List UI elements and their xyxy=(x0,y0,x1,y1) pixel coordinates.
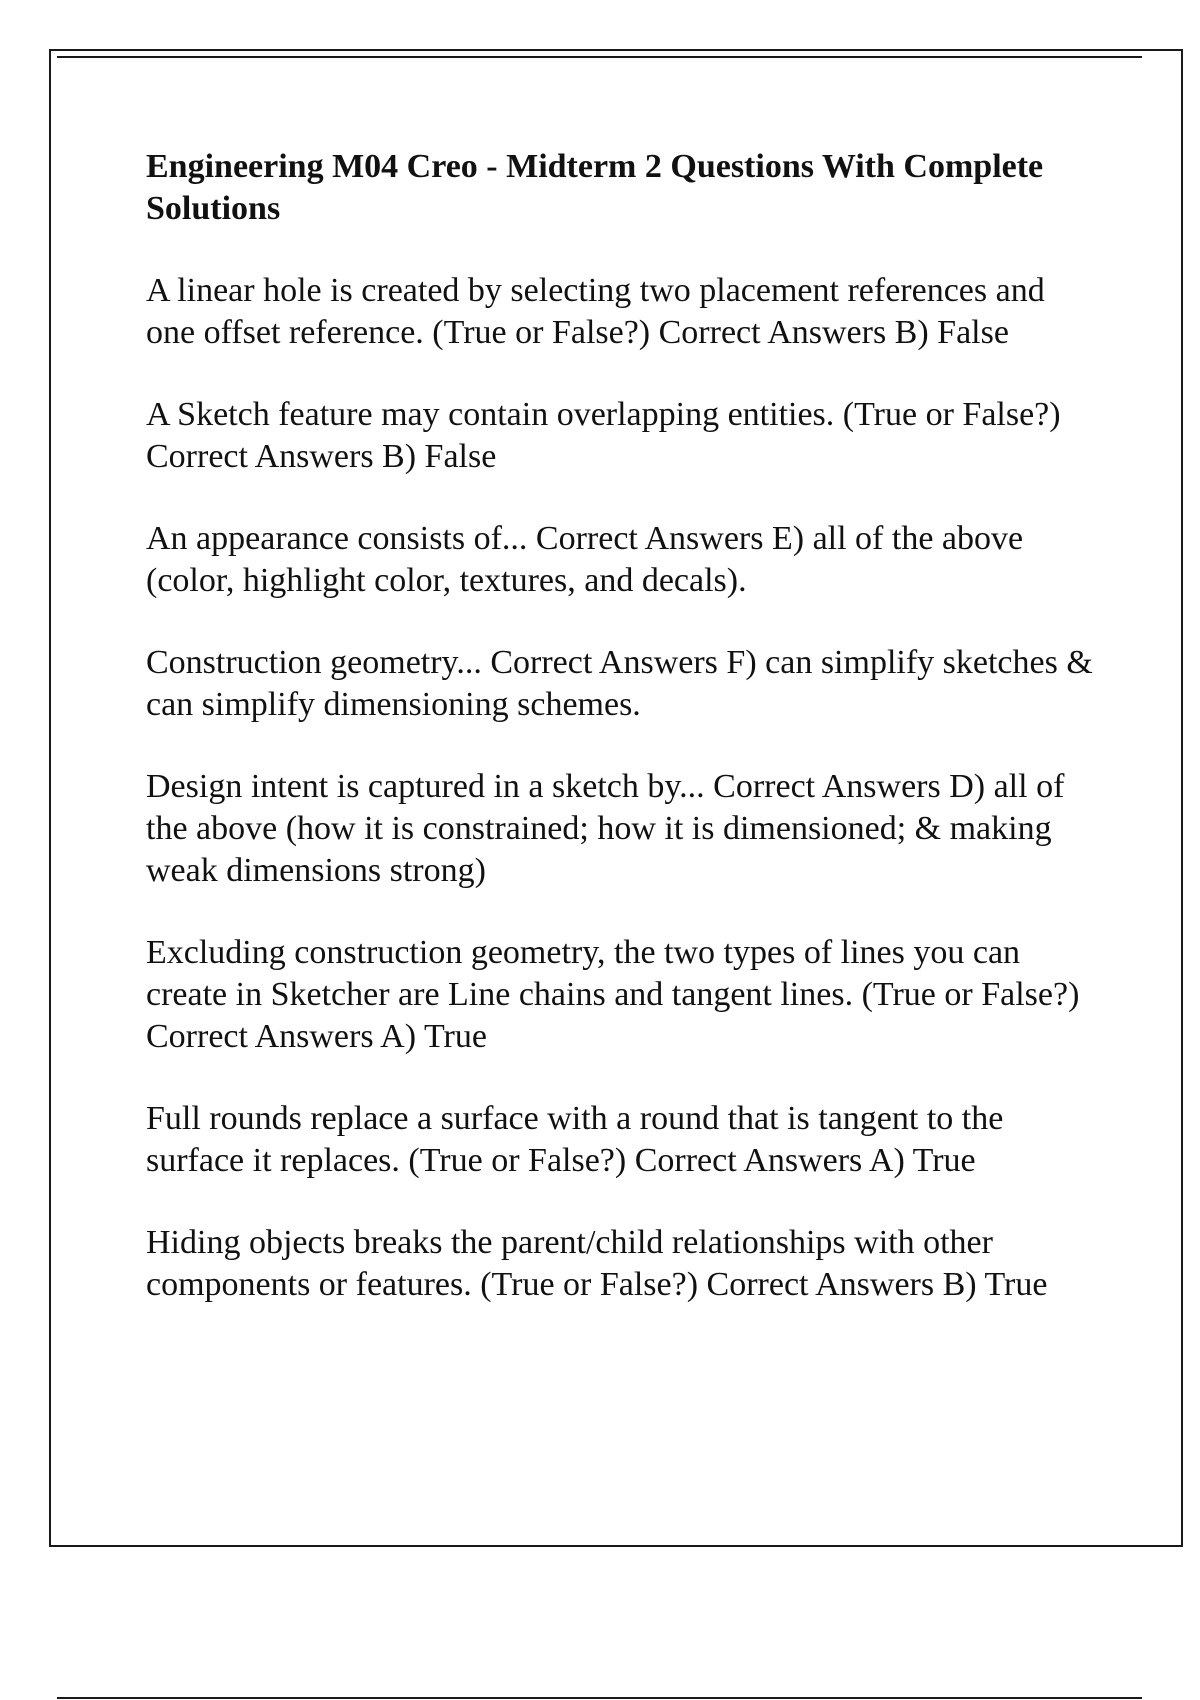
question-answer-item: An appearance consists of... Correct Answers E) all of the above (color, highlight color, textures, and decals). xyxy=(146,520,1024,599)
question-answer-item: A linear hole is created by selecting two placement references and one offset reference. (True or False?) Correct Answers B) False xyxy=(146,272,1045,351)
question-answer-item: Excluding construction geometry, the two types of lines you can create in Sketcher are Line chains and tangent lines. (True or False?) Correct Answers A) True xyxy=(146,934,1080,1055)
question-answer-item: Hiding objects breaks the parent/child relationships with other components or features. (True or False?) Correct Answers B) True xyxy=(146,1224,1048,1303)
top-rule xyxy=(57,56,1142,58)
document-title: Engineering M04 Creo - Midterm 2 Questions With Complete Solutions xyxy=(146,148,1044,227)
question-answer-item: Design intent is captured in a sketch by... Correct Answers D) all of the above (how it is constrained; how it is dimensioned; & making weak dimensions strong) xyxy=(146,768,1065,889)
question-answer-item: Construction geometry... Correct Answers F) can simplify sketches & can simplify dimensioning schemes. xyxy=(146,644,1093,723)
document-content xyxy=(146,146,1096,1346)
question-answer-item: A Sketch feature may contain overlapping entities. (True or False?) Correct Answers B) False xyxy=(146,396,1061,475)
question-answer-item: Full rounds replace a surface with a round that is tangent to the surface it replaces. (True or False?) Correct Answers A) True xyxy=(146,1100,1004,1179)
bottom-rule xyxy=(57,1697,1142,1699)
